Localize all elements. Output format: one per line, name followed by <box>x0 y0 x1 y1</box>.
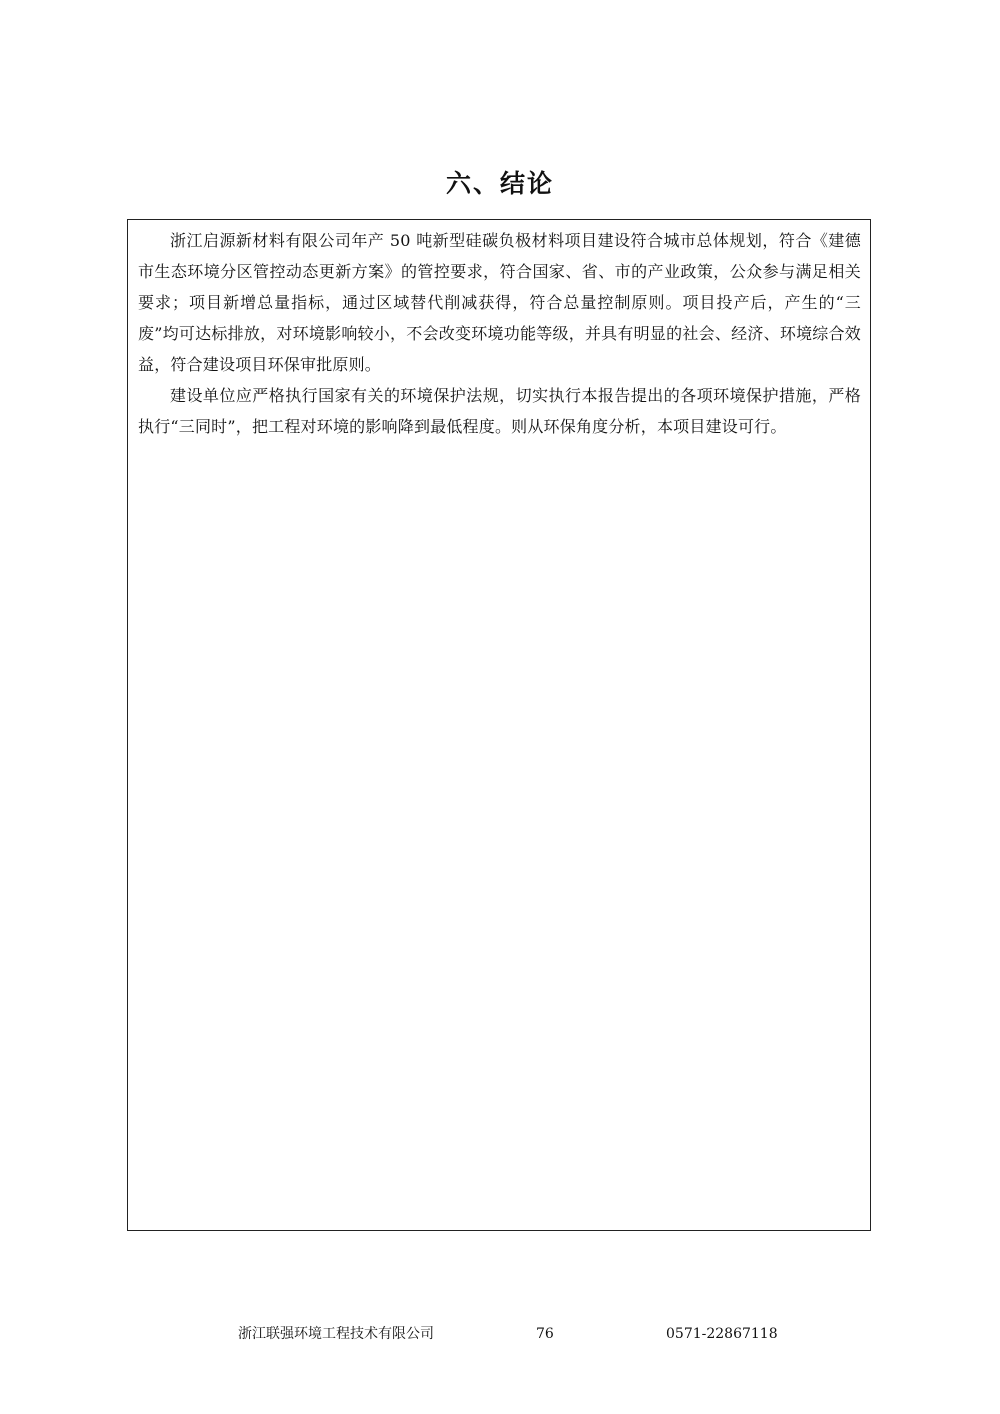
page-number: 76 <box>536 1326 554 1342</box>
conclusion-paragraph-2: 建设单位应严格执行国家有关的环境保护法规，切实执行本报告提出的各项环境保护措施，严格执行“三同时”，把工程对环境的影响降到最低程度。则从环保角度分析，本项目建设可行。 <box>138 386 861 436</box>
page-footer <box>0 1323 1000 1345</box>
footer-company-name: 浙江联强环境工程技术有限公司 <box>238 1326 434 1342</box>
conclusion-paragraph-1: 浙江启源新材料有限公司年产 50 吨新型硅碳负极材料项目建设符合城市总体规划，符合《建德市生态环境分区管控动态更新方案》的管控要求，符合国家、省、市的产业政策，公众参与满足相关要求；项目新增总量指标，通过区域替代削减获得，符合总量控制原则。项目投产后，产生的“三废”均可达标排放，对环境影响较小，不会改变环境功能等级，并具有明显的社会、经济、环境综合效益，符合建设项目环保审批原则。 <box>138 231 861 374</box>
footer-phone-number: 0571-22867118 <box>666 1326 778 1342</box>
section-title: 六、结论 <box>445 169 554 198</box>
conclusion-box <box>127 219 871 1231</box>
